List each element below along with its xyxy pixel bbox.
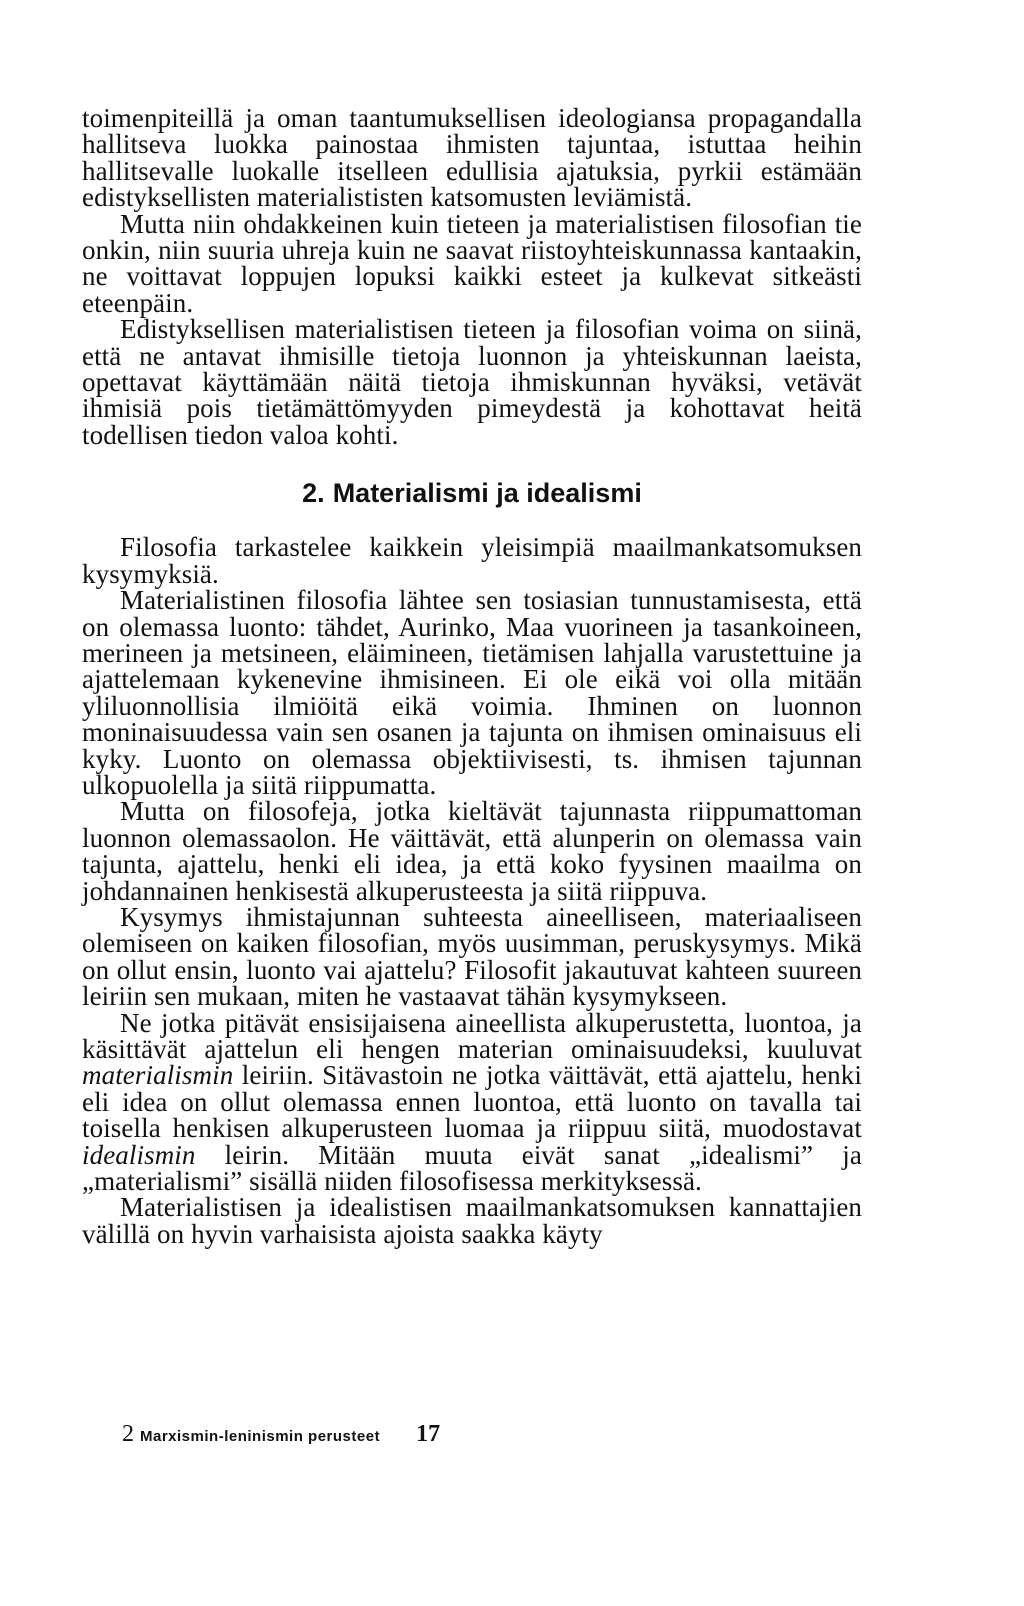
term-idealism: idealismin: [82, 1139, 196, 1170]
section-number: 2.: [302, 478, 325, 509]
paragraph-philosophy-intro: Filosofia tarkastelee kaikkein yleisimpiä maailmankatsomuksen kysymyksiä.: [82, 532, 862, 589]
paragraph-thorny-path: Mutta niin ohdakkeinen kuin tieteen ja materialistisen filosofian tie onkin, niin suuria uhreja kuin ne saavat riistoyhteiskunnassa kantaakin, ne voittavat loppujen lopuksi kaikki esteet ja kulkevat sitkeästi eteenpäin.: [82, 208, 862, 318]
paragraph-struggle: Materialistisen ja idealistisen maailmankatsomuksen kannattajien välillä on hyvin varhaisista ajoista saakka käyty: [82, 1192, 862, 1249]
text-segment: leirin. Mitään muuta eivät sanat „idealismi” ja „materialismi” sisällä niiden filosofisessa merkityksessä.: [82, 1139, 862, 1197]
section-heading: [82, 478, 862, 508]
paragraph-materialist-philosophy: Materialistinen filosofia lähtee sen tosiasian tunnustamisesta, että on olemassa luonto: tähdet, Aurinko, Maa vuorineen ja tasankoineen, merineen ja metsineen, eläimineen, tietämisen lahjalla varustettuine ja ajattelemaan kykenevine ihmisineen. Ei ole eikä voi olla mitään yliluonnollisia ilmiöitä eikä voimia. Ihminen on luonnon moninaisuudessa vain sen osanen ja tajunta on ihmisen ominaisuus eli kyky. Luonto on olemassa objektiivisesti, ts. ihmisen tajunnan ulkopuolella ja siitä riippumatta.: [82, 585, 862, 800]
term-materialism: materialismin: [82, 1060, 234, 1091]
paragraph-idealist-claim: Mutta on filosofeja, jotka kieltävät tajunnasta riippumattoman luonnon olemassaolon. He väittävät, että alunperin on olemassa vain tajunta, ajattelu, henki eli idea, ja että koko fyysinen maailma on johdannainen henkisestä alkuperusteesta ja siitä riippuva.: [82, 796, 862, 906]
page-footer: [122, 1422, 440, 1449]
book-title: Marxismin-leninismin perusteet: [140, 1428, 381, 1445]
paragraph-continuation: toimenpiteillä ja oman taantumuksellisen ideologiansa propagandalla hallitseva luokka painostaa ihmisten tajuntaa, istuttaa heihin hallitsevalle luokalle itselleen edullisia ajatuksia, pyrkii estämään edistyksellisten materialististen katsomusten leviämistä.: [82, 103, 862, 213]
paragraph-two-camps: [82, 1007, 862, 1197]
page-body: [82, 105, 862, 1247]
text-segment: leiriin. Sitävastoin ne jotka väittävät, että ajattelu, henki eli idea on ollut olemassa ennen luontoa, että luonto on tavalla tai toisella henkisen alkuperusteen luomaa ja riippuu siitä, muodostavat: [82, 1060, 862, 1144]
paragraph-strength-of-science: Edistyksellisen materialistisen tieteen ja filosofian voima on siinä, että ne antavat ihmisille tietoja luonnon ja yhteiskunnan laeista, opettavat käyttämään näitä tietoja ihmiskunnan hyväksi, vetävät ihmisiä pois tietämättömyyden pimeydestä ja kohottavat heitä todellisen tiedon valoa kohti.: [82, 314, 862, 450]
text-segment: Ne jotka pitävät ensisijaisena aineellista alkuperustetta, luontoa, ja käsittävät ajattelun eli hengen materian ominaisuudeksi, kuuluvat: [82, 1007, 862, 1064]
paragraph-fundamental-question: Kysymys ihmistajunnan suhteesta aineelliseen, materiaaliseen olemiseen on kaiken filosofian, myös uusimman, peruskysymys. Mikä on ollut ensin, luonto vai ajattelu? Filosofit jakautuvat kahteen suureen leiriin sen mukaan, miten he vastaavat tähän kysymykseen.: [82, 901, 862, 1012]
section-title: Materialismi ja idealismi: [332, 478, 642, 509]
signature-number: 2: [122, 1421, 134, 1447]
page-number: 17: [416, 1421, 441, 1447]
